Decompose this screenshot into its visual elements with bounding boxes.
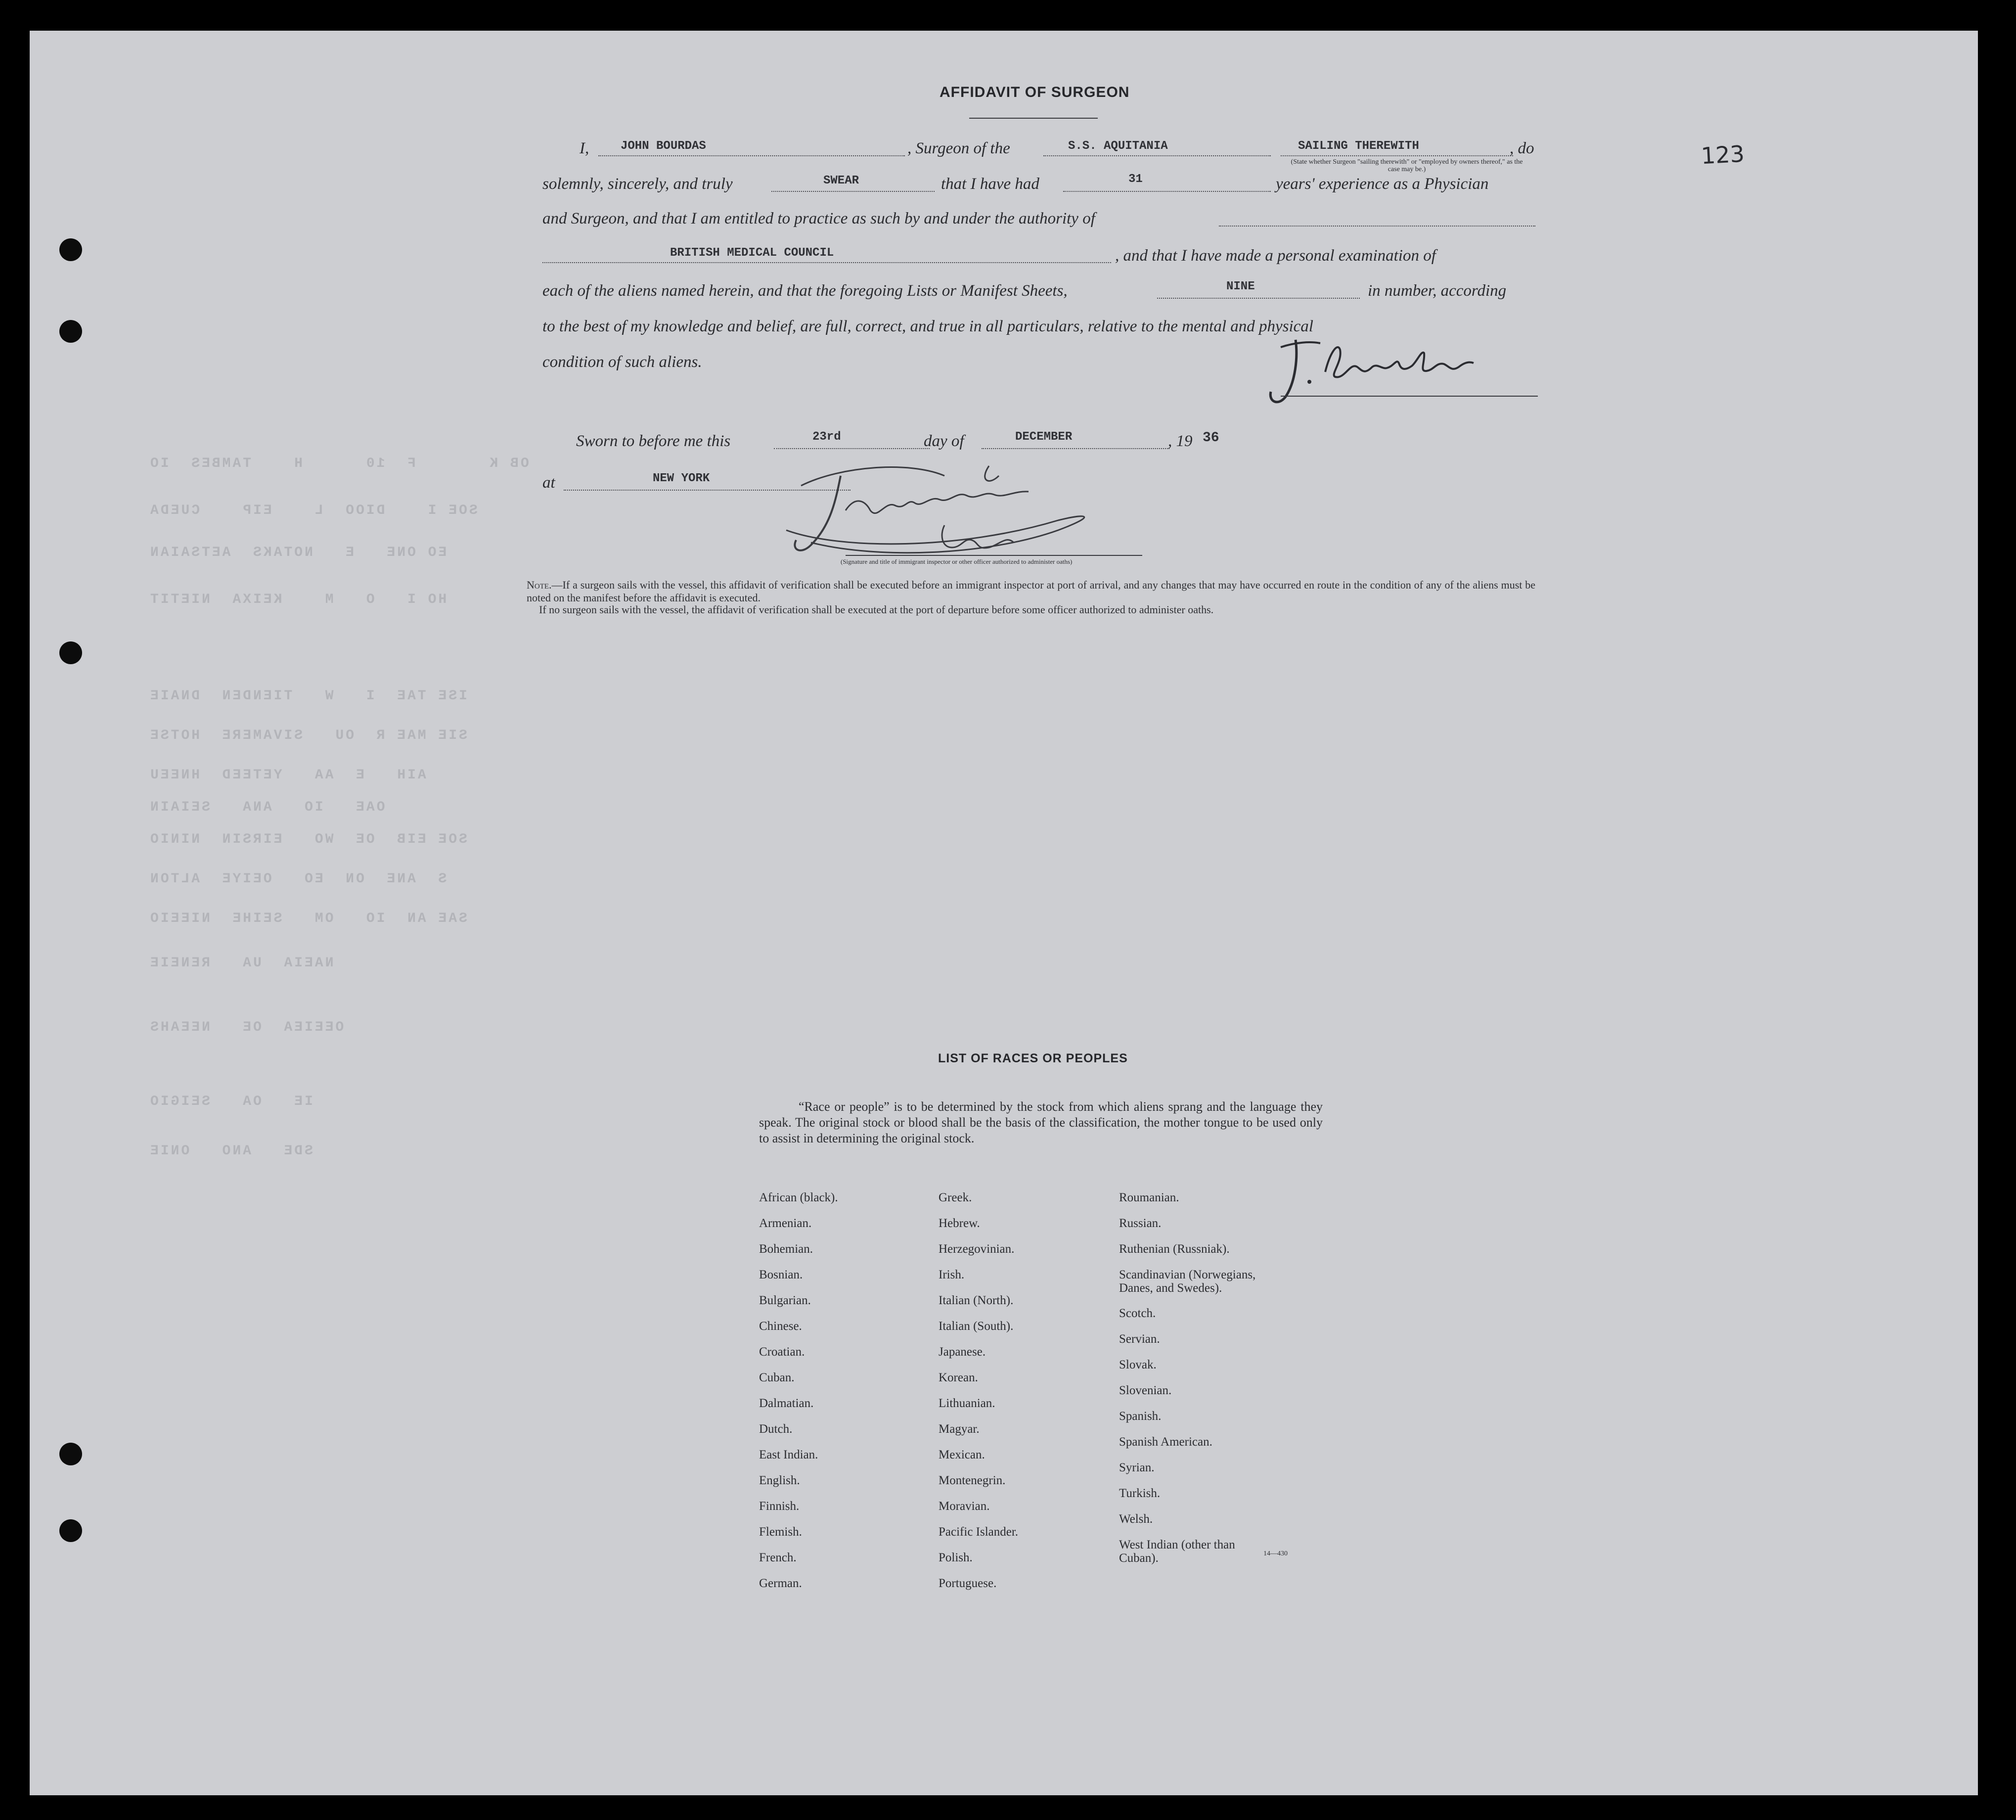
race-item: Italian (North). — [939, 1294, 1014, 1307]
race-item: Italian (South). — [939, 1320, 1014, 1333]
form-title: AFFIDAVIT OF SURGEON — [940, 84, 1130, 100]
race-item: Armenian. — [759, 1217, 812, 1230]
ship-name: S.S. AQUITANIA — [1068, 139, 1168, 153]
race-item: East Indian. — [759, 1448, 818, 1461]
title-underline — [969, 118, 1098, 119]
show-through-text: SOE EIB OE WO EIRSIN NINIO — [148, 832, 467, 847]
race-item: African (black). — [759, 1191, 838, 1204]
punch-hole — [59, 1519, 82, 1542]
race-item: Dutch. — [759, 1422, 793, 1436]
race-item: Montenegrin. — [939, 1474, 1006, 1487]
sworn-text: at — [542, 474, 555, 492]
race-item: Syrian. — [1119, 1461, 1155, 1474]
sworn-text: day of — [924, 432, 964, 450]
race-item: German. — [759, 1577, 802, 1590]
sailing-line — [1281, 155, 1513, 156]
sworn-text: Sworn to before me this — [576, 432, 731, 450]
race-item: Korean. — [939, 1371, 978, 1384]
affidavit-text: and Surgeon, and that I am entitled to practice as such by and under the authority of — [542, 210, 1095, 228]
show-through-text: AIH E AA YETEED HNEEU — [148, 768, 426, 783]
show-through-text: SIE MAE R OU SIVAMERE HOTSE — [148, 728, 467, 743]
race-item: English. — [759, 1474, 800, 1487]
sailing-status: SAILING THEREWITH — [1298, 139, 1419, 153]
sheets-line — [1157, 298, 1360, 299]
sheets-count: NINE — [1226, 280, 1255, 293]
race-item: Magyar. — [939, 1422, 980, 1436]
race-item: Scandinavian (Norwegians, Danes, and Swedes). — [1119, 1268, 1256, 1295]
inspector-signature-line — [846, 555, 1142, 556]
show-through-text: OAE IO ANA SEIAIN — [148, 800, 385, 815]
race-item: Turkish. — [1119, 1487, 1161, 1500]
race-item: Irish. — [939, 1268, 965, 1281]
show-through-text: SAE AN IO OM SEIHE NIEEIO — [148, 911, 467, 926]
race-item: Bulgarian. — [759, 1294, 811, 1307]
signature-text — [1251, 327, 1253, 328]
race-item: Welsh. — [1119, 1512, 1153, 1526]
show-through-text: OB K F 10 H TAMBES IO — [148, 456, 529, 471]
race-item: French. — [759, 1551, 797, 1564]
manifest-page — [30, 31, 1978, 1795]
race-item: Croatian. — [759, 1345, 805, 1359]
note-text: —If a surgeon sails with the vessel, this affidavit of verification shall be executed before an immigrant inspector at port of arrival, and any changes that may have occurred en route in the condition of any of the aliens must be noted on the manifest before the affidavit is executed. — [527, 579, 1535, 604]
affidavit-text: , do — [1510, 139, 1534, 157]
affidavit-text: years' experience as a Physician — [1276, 175, 1489, 193]
sworn-year: 36 — [1203, 430, 1219, 446]
race-item: Servian. — [1119, 1332, 1160, 1346]
race-item: Pacific Islander. — [939, 1525, 1019, 1539]
affidavit-text: that I have had — [941, 175, 1039, 193]
authority-line — [542, 262, 1111, 263]
affidavit-text: , Surgeon of the — [907, 139, 1010, 157]
surgeon-name-line — [598, 155, 905, 156]
race-item: Hebrew. — [939, 1217, 980, 1230]
sworn-place: NEW YORK — [653, 472, 710, 485]
form-number: 14—430 — [1263, 1550, 1288, 1557]
affidavit-text: each of the aliens named herein, and that the foregoing Lists or Manifest Sheets, — [542, 282, 1068, 300]
race-item: Slovenian. — [1119, 1384, 1172, 1397]
show-through-text: HO I O M KEIXA NIETIT — [148, 592, 447, 607]
authority: BRITISH MEDICAL COUNCIL — [670, 246, 834, 260]
surgeon-name: JOHN BOURDAS — [621, 139, 706, 153]
races-title: LIST OF RACES OR PEOPLES — [938, 1051, 1128, 1065]
inspector-signature — [781, 456, 1127, 570]
show-through-text: OEEIEA OE NEEAHS — [148, 1020, 344, 1035]
punch-hole — [59, 238, 82, 261]
day-line — [774, 448, 930, 449]
authority-line-top — [1219, 226, 1535, 227]
race-item: Roumanian. — [1119, 1191, 1179, 1204]
affidavit-text: I, — [580, 139, 589, 157]
page-number: 123 — [1700, 140, 1746, 170]
sworn-month: DECEMBER — [1015, 430, 1073, 444]
affidavit-text: in number, according — [1368, 282, 1507, 300]
month-line — [982, 448, 1169, 449]
race-item: Finnish. — [759, 1500, 800, 1513]
years-line — [1063, 191, 1271, 192]
show-through-text: EO ONE E NOTAKS AETSAIAN — [148, 545, 447, 560]
note-label: Note. — [527, 579, 552, 591]
race-item: Spanish American. — [1119, 1435, 1212, 1449]
punch-hole — [59, 1443, 82, 1465]
signature-caption: (Signature and title of immigrant inspector or other officer authorized to administer oaths) — [841, 558, 1073, 565]
race-item: Polish. — [939, 1551, 973, 1564]
note-paragraph-2: If no surgeon sails with the vessel, the affidavit of verification shall be executed at the port of departure before some officer authorized to administer oaths. — [539, 603, 1214, 616]
race-item: Japanese. — [939, 1345, 986, 1359]
race-item: Herzegovinian. — [939, 1242, 1015, 1256]
surgeon-signature — [1251, 327, 1558, 411]
sworn-text: , 19 — [1168, 432, 1193, 450]
signature-line — [1281, 396, 1538, 397]
race-item: Flemish. — [759, 1525, 802, 1539]
race-item: Russian. — [1119, 1217, 1162, 1230]
race-item: Spanish. — [1119, 1410, 1162, 1423]
note-paragraph — [527, 579, 1535, 604]
affidavit-text: solemnly, sincerely, and truly — [542, 175, 733, 193]
race-item: Lithuanian. — [939, 1397, 995, 1410]
race-item: Ruthenian (Russniak). — [1119, 1242, 1230, 1256]
years-experience: 31 — [1128, 173, 1143, 186]
affidavit-text: , and that I have made a personal examination of — [1115, 247, 1436, 265]
oath: SWEAR — [823, 174, 859, 187]
race-item: Portuguese. — [939, 1577, 997, 1590]
punch-hole — [59, 320, 82, 343]
race-item: Greek. — [939, 1191, 972, 1204]
race-item: Bosnian. — [759, 1268, 803, 1281]
races-intro: “Race or people” is to be determined by the stock from which aliens sprang and the language they speak. The original stock or blood shall be the basis of the classification, the mother tongue to be used only to assist in determining the original stock. — [759, 1099, 1323, 1145]
race-item: Cuban. — [759, 1371, 795, 1384]
ship-line — [1043, 155, 1271, 156]
show-through-text: S ANE ON EO OEIYE ALTON — [148, 871, 447, 887]
affidavit-text: condition of such aliens. — [542, 353, 702, 371]
affidavit-text: to the best of my knowledge and belief, are full, correct, and true in all particulars, relative to the mental and physical — [542, 318, 1313, 335]
show-through-text: SOE I DIOO L EIP CUEDA — [148, 503, 478, 518]
show-through-text: IE OA SEIGIO — [148, 1094, 313, 1109]
race-item: West Indian (other than Cuban). — [1119, 1538, 1235, 1565]
show-through-text: NAEIA UA RENEIE — [148, 956, 334, 971]
race-item: Chinese. — [759, 1320, 802, 1333]
sailing-note: (State whether Surgeon "sailing therewith" or "employed by owners thereof," as the case may be.) — [1291, 158, 1523, 173]
race-item: Dalmatian. — [759, 1397, 814, 1410]
race-item: Scotch. — [1119, 1307, 1156, 1320]
punch-hole — [59, 641, 82, 664]
show-through-text: ISE TAE I W TIENDEN DNAIE — [148, 688, 467, 704]
oath-line — [771, 191, 935, 192]
race-item: Mexican. — [939, 1448, 985, 1461]
race-item: Moravian. — [939, 1500, 990, 1513]
race-item: Bohemian. — [759, 1242, 813, 1256]
show-through-text: SDE ANO ONIE — [148, 1143, 313, 1159]
race-item: Slovak. — [1119, 1358, 1157, 1371]
sworn-day: 23rd — [812, 430, 841, 444]
